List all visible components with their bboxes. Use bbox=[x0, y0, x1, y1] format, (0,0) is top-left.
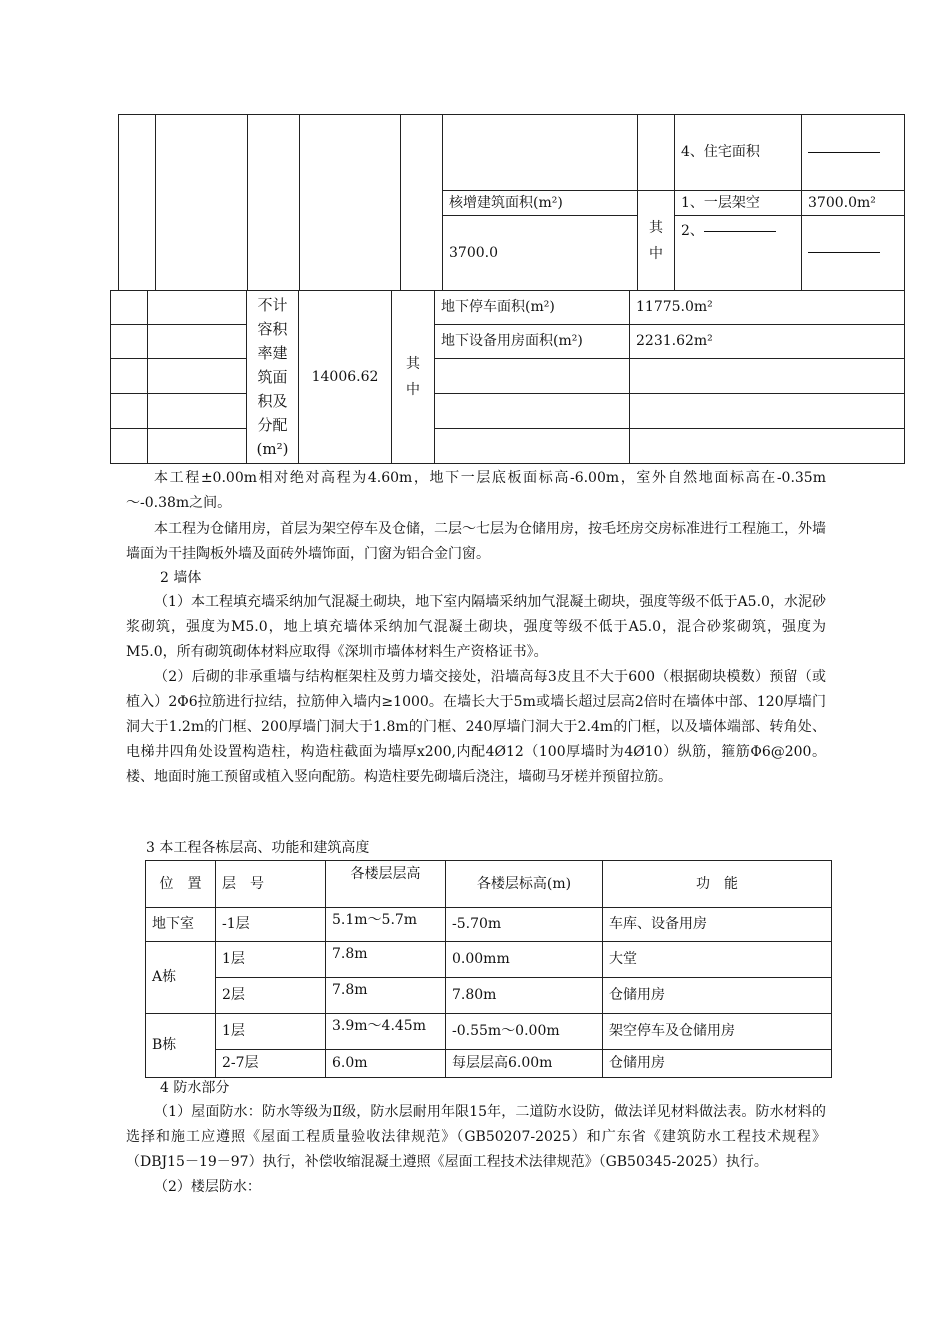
blank-dash bbox=[808, 252, 880, 253]
cell-height: 3.9m～4.45m bbox=[326, 1014, 446, 1050]
residential-area-value bbox=[802, 115, 905, 191]
cell-elevation: 每层层高6.00m bbox=[446, 1050, 603, 1078]
header-height: 各楼层层高 bbox=[326, 861, 446, 908]
cell-height: 6.0m bbox=[326, 1050, 446, 1078]
paragraph-usage: 本工程为仓储用房，首层为架空停车及仓储，二层～七层为仓储用房，按毛坯房交房标准进行工程施工，外墙墙面为干挂陶板外墙及面砖外墙饰面，门窗为铝合金门窗。 bbox=[126, 521, 826, 562]
empty-cell bbox=[111, 429, 148, 464]
paragraph-floor-waterproof: （2）楼层防水： bbox=[154, 1179, 261, 1195]
cell-floor: 1层 bbox=[216, 1014, 326, 1050]
empty-cell bbox=[148, 394, 247, 429]
paragraph-roof-waterproof: （1）屋面防水：防水等级为Ⅱ级，防水层耐用年限15年，二道防水设防，做法详见材料做法表。防水材料的选择和施工应遵照《屋面工程质量验收法律规范》（GB50207-2025）和广东省《建筑防水工程技术规程》（DBJ15－19－97）执行，补偿收缩混凝土遵照《屋面工程技术法律规范》（GB50345-2025）执行。 bbox=[126, 1104, 826, 1170]
cell-position: 地下室 bbox=[146, 908, 216, 942]
equipment-label: 地下设备用房面积(m²) bbox=[435, 325, 630, 359]
item1-value: 3700.0m² bbox=[802, 191, 905, 216]
text-block-1 bbox=[126, 466, 826, 567]
empty-cell bbox=[630, 359, 905, 394]
parking-label: 地下停车面积(m²) bbox=[435, 291, 630, 325]
empty-cell bbox=[148, 325, 247, 359]
empty-cell bbox=[111, 359, 148, 394]
cell-position: A栋 bbox=[146, 942, 216, 1014]
of-which-label: 其中 bbox=[392, 291, 435, 464]
item2-value bbox=[802, 216, 905, 291]
cell-floor: -1层 bbox=[216, 908, 326, 942]
cell-elevation: 0.00mm bbox=[446, 942, 603, 978]
empty-cell bbox=[148, 291, 247, 325]
cell-elevation: 7.80m bbox=[446, 978, 603, 1014]
paragraph-wall-2: （2）后砌的非承重墙与结构框架柱及剪力墙交接处，沿墙高每3皮且不大于600（根据砌块模数）预留（或植入）2Φ6拉筋进行拉结，拉筋伸入墙内≥1000。在墙长大于5m或墙长超过层高2倍时在墙体中部、120厚墙门洞大于1.2m的门框、200厚墙门洞大于1.8m的门框、240厚墙门洞大于2.4m的门框，以及墙体端部、转角处、电梯井四角处设置构造柱，构造柱截面为墙厚x200,内配4Ø12（100厚墙时为4Ø10）纵筋，箍筋Φ6@200。楼、地面时施工预留或植入竖向配筋。构造柱要先砌墙后浇注，墙砌马牙槎并预留拉筋。 bbox=[126, 669, 826, 785]
empty-cell bbox=[111, 325, 148, 359]
noncount-value: 14006.62 bbox=[299, 291, 392, 464]
cell-function: 架空停车及仓储用房 bbox=[603, 1014, 832, 1050]
empty-cell bbox=[630, 394, 905, 429]
empty-cell bbox=[401, 115, 443, 291]
heading-floor-heights: 3 本工程各栋层高、功能和建筑高度 bbox=[146, 840, 370, 856]
paragraph-wall-1: （1）本工程填充墙采纳加气混凝土砌块，地下室内隔墙采纳加气混凝土砌块，强度等级不低于A5.0，水泥砂浆砌筑，强度为M5.0，地上填充墙体采纳加气混凝土砌块，强度等级不低于A5.0，混合砂浆砌筑，强度为M5.0，所有砌筑砌体材料应取得《深圳市墙体材料生产资格证书》。 bbox=[126, 594, 826, 660]
equipment-value: 2231.62m² bbox=[630, 325, 905, 359]
cell-function: 仓储用房 bbox=[603, 978, 832, 1014]
cell-height: 5.1m～5.7m bbox=[326, 908, 446, 942]
cell-function: 大堂 bbox=[603, 942, 832, 978]
header-function: 功 能 bbox=[603, 861, 832, 908]
heading-waterproof: 4 防水部分 bbox=[160, 1080, 230, 1096]
empty-cell bbox=[435, 394, 630, 429]
top-area-table bbox=[118, 114, 905, 291]
empty-cell bbox=[111, 394, 148, 429]
blank-dash bbox=[808, 152, 880, 153]
cell-function: 车库、设备用房 bbox=[603, 908, 832, 942]
header-elevation: 各楼层标高(m) bbox=[446, 861, 603, 908]
text-block-3 bbox=[126, 1100, 826, 1200]
residential-area-label: 4、住宅面积 bbox=[675, 115, 802, 191]
blank-dash bbox=[704, 231, 776, 232]
cell-height: 7.8m bbox=[326, 942, 446, 978]
cell-height: 7.8m bbox=[326, 978, 446, 1014]
floor-table bbox=[145, 860, 832, 1078]
item2-label: 2、 bbox=[675, 216, 802, 291]
empty-cell bbox=[300, 115, 401, 291]
item1-label: 1、一层架空 bbox=[675, 191, 802, 216]
empty-cell bbox=[119, 115, 156, 291]
added-area-value: 3700.0 bbox=[443, 216, 638, 291]
cell-floor: 2-7层 bbox=[216, 1050, 326, 1078]
noncount-area-table bbox=[110, 290, 905, 464]
cell-elevation: -0.55m～0.00m bbox=[446, 1014, 603, 1050]
cell-position: B栋 bbox=[146, 1014, 216, 1078]
header-position: 位 置 bbox=[146, 861, 216, 908]
added-area-label: 核增建筑面积(m²) bbox=[443, 191, 638, 216]
header-floor: 层 号 bbox=[216, 861, 326, 908]
empty-cell bbox=[156, 115, 248, 291]
cell-floor: 2层 bbox=[216, 978, 326, 1014]
empty-cell bbox=[248, 115, 300, 291]
of-which-label: 其中 bbox=[638, 191, 675, 291]
empty-cell bbox=[630, 429, 905, 464]
paragraph-elevation: 本工程±0.00m相对绝对高程为4.60m，地下一层底板面标高-6.00m，室外自然地面标高在-0.35m～-0.38m之间。 bbox=[126, 470, 826, 511]
empty-cell bbox=[148, 429, 247, 464]
empty-cell bbox=[435, 429, 630, 464]
empty-cell bbox=[148, 359, 247, 394]
empty-cell bbox=[638, 115, 675, 191]
empty-cell bbox=[443, 115, 638, 191]
cell-floor: 1层 bbox=[216, 942, 326, 978]
heading-wall: 2 墙体 bbox=[160, 570, 202, 586]
cell-elevation: -5.70m bbox=[446, 908, 603, 942]
empty-cell bbox=[435, 359, 630, 394]
parking-value: 11775.0m² bbox=[630, 291, 905, 325]
text-block-2 bbox=[126, 590, 826, 790]
noncount-label: 不计容积率建筑面积及分配(m²) bbox=[247, 291, 299, 464]
empty-cell bbox=[111, 291, 148, 325]
cell-function: 仓储用房 bbox=[603, 1050, 832, 1078]
